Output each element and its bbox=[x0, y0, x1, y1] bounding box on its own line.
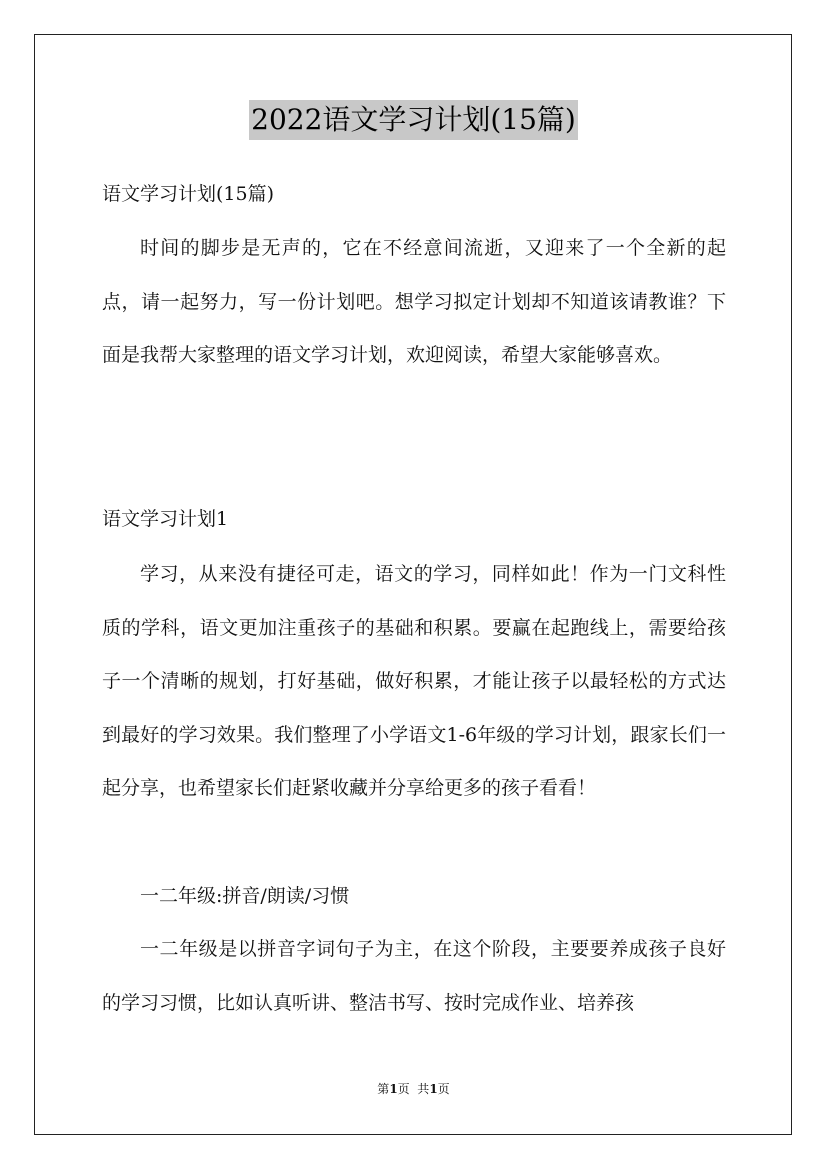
intro-paragraph[interactable]: 时间的脚步是无声的，它在不经意间流逝，又迎来了一个全新的起点，请一起努力，写一份计划吧。想学习拟定计划却不知道该请教谁？下面是我帮大家整理的语文学习计划，欢迎阅读，希望大家能够喜欢。 bbox=[102, 237, 726, 366]
footer-page-number: 1 bbox=[389, 1082, 398, 1096]
document-subtitle[interactable]: 语文学习计划(15篇) bbox=[102, 183, 275, 205]
page-footer bbox=[0, 1081, 827, 1097]
section1-paragraph[interactable]: 学习，从来没有捷径可走，语文的学习，同样如此！作为一门文科性质的学科，语文更加注重孩子的基础和积累。要赢在起跑线上，需要给孩子一个清晰的规划，打好基础，做好积累，才能让孩子以最轻松的方式达到最好的学习效果。我们整理了小学语文1-6年级的学习计划，跟家长们一起分享，也希望家长们赶紧收藏并分享给更多的孩子看看！ bbox=[102, 563, 726, 799]
footer-middle: 页 共 bbox=[397, 1082, 430, 1096]
document-title[interactable]: 2022语文学习计划(15篇) bbox=[249, 100, 578, 140]
section-heading-1[interactable]: 语文学习计划1 bbox=[102, 508, 229, 530]
title-container bbox=[0, 100, 827, 140]
grade-heading[interactable]: 一二年级:拼音/朗读/习惯 bbox=[140, 885, 350, 907]
footer-prefix: 第 bbox=[377, 1082, 390, 1096]
grade-paragraph[interactable]: 一二年级是以拼音字词句子为主，在这个阶段，主要要养成孩子良好的学习习惯，比如认真听讲、整洁书写、按时完成作业、培养孩 bbox=[102, 938, 726, 1014]
footer-suffix: 页 bbox=[437, 1082, 450, 1096]
footer-page-total: 1 bbox=[429, 1082, 438, 1096]
